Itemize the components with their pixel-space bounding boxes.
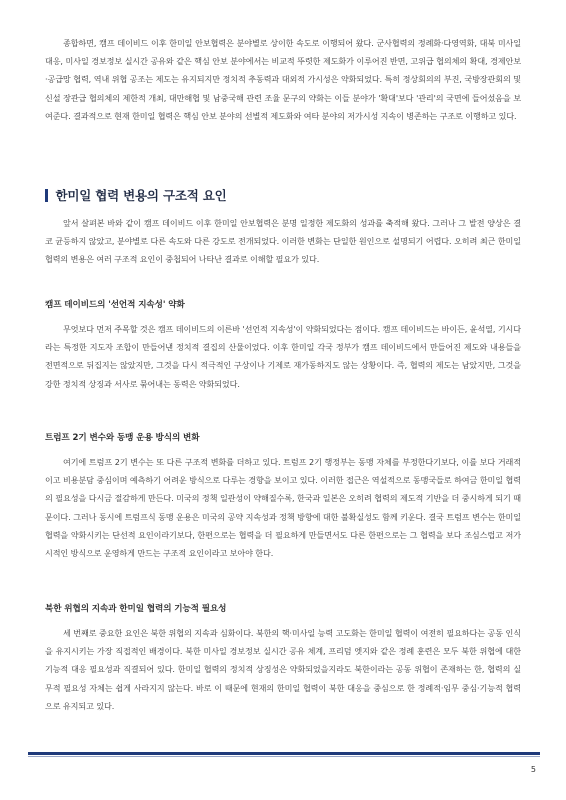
section-marker-bar [45, 189, 48, 202]
subsection-3 [45, 602, 521, 614]
intro-paragraph: 종합하면, 캠프 데이비드 이후 한미일 안보협력은 분야별로 상이한 속도로 이행되어 왔다. 군사협력의 정례화·다영역화, 대북 미사일 대응, 미사일 경보정보 실시간 공유와 같은 핵심 안보 분야에서는 비교적 뚜렷한 제도화가 이루어진 반면, 고위급 협의체의 확대, 경제안보·공급망 협력, 역내 위협 공조는 제도는 유지되지만 정치적 추동력과 대외적 가시성은 약화되었다. 특히 정상회의의 부진, 국방장관회의 및 신설 장관급 협의체의 제한적 개최, 대만해협 및 남중국해 관련 조율 문구의 약화는 이들 분야가 '확대'보다 '관리'의 국면에 들어섰음을 보여준다. 결과적으로 현재 한미일 협력은 핵심 안보 분야의 선별적 제도화와 여타 분야의 저가시성 지속이 병존하는 구조로 이행하고 있다. [45, 38, 521, 121]
subsection-3-body [45, 624, 521, 715]
subsection-2-body [45, 453, 521, 562]
subsection-2 [45, 431, 521, 443]
section-title: 한미일 협력 변용의 구조적 요인 [55, 188, 227, 203]
section-heading [45, 186, 521, 204]
footer-rule [28, 752, 540, 755]
subsection-1-body [45, 320, 521, 393]
section-intro [45, 214, 521, 269]
intro-section [45, 34, 521, 125]
subsection-paragraph: 여기에 트럼프 2기 변수는 또 다른 구조적 변화를 더하고 있다. 트럼프 2기 행정부는 동맹 자체를 부정한다기보다, 이를 보다 거래적이고 비용분담 중심이며 예측하기 어려운 방식으로 다루는 경향을 보이고 있다. 이러한 접근은 역설적으로 동맹국들로 하여금 한미일 협력의 필요성을 다시금 절감하게 만든다. 미국의 정책 일관성이 약해질수록, 한국과 일본은 오히려 협력의 제도적 기반을 더 중시하게 되기 때문이다. 그러나 동시에 트럼프식 동맹 운용은 미국의 공약 지속성과 정책 방향에 대한 불확실성도 함께 키운다. 결국 트럼프 변수는 한미일 협력을 약화시키는 단선적 요인이라기보다, 한편으로는 협력을 더 필요하게 만들면서도 다른 한편으로는 그 협력을 보다 조심스럽고 저가시적인 방식으로 운영하게 만드는 구조적 요인이라고 보아야 한다. [45, 457, 521, 559]
subsection-heading: 트럼프 2기 변수와 동맹 운용 방식의 변화 [45, 433, 200, 443]
footer-rule-thin [28, 756, 540, 757]
subsection-paragraph: 세 번째로 중요한 요인은 북한 위협의 지속과 심화이다. 북한의 핵·미사일 능력 고도화는 한미일 협력이 여전히 필요하다는 공동 인식을 유지시키는 가장 직접적인 배경이다. 북한 미사일 경보정보 실시간 공유 체계, 프리덤 엣지와 같은 정례 훈련은 모두 북한 위협에 대한 기능적 대응 필요성과 직결되어 있다. 한미일 협력의 정치적 상징성은 약화되었을지라도 북한이라는 공동 위협이 존재하는 한, 협력의 실무적 필요성 자체는 쉽게 사라지지 않는다. 바로 이 때문에 현재의 한미일 협력이 북한 대응을 중심으로 한 정례적·임무 중심·기능적 협력으로 유지되고 있다. [45, 628, 521, 711]
subsection-1 [45, 298, 521, 310]
subsection-heading: 캠프 데이비드의 '선언적 지속성' 약화 [45, 300, 185, 310]
section-paragraph: 앞서 살펴본 바와 같이 캠프 데이비드 이후 한미일 안보협력은 분명 일정한 제도화의 성과를 축적해 왔다. 그러나 그 발전 양상은 결코 균등하지 않았고, 분야별로 다른 속도와 다른 강도로 전개되었다. 이러한 변화는 단일한 원인으로 설명되기 어렵다. 오히려 최근 한미일 협력의 변용은 여러 구조적 요인이 중첩되어 나타난 결과로 이해할 필요가 있다. [45, 218, 521, 265]
page-number: 5 [530, 765, 536, 774]
subsection-paragraph: 무엇보다 먼저 주목할 것은 캠프 데이비드의 이른바 '선언적 지속성'이 약화되었다는 점이다. 캠프 데이비드는 바이든, 윤석열, 기시다라는 특정한 지도자 조합이 만들어낸 정치적 결집의 산물이었다. 이후 한미일 각국 정부가 캠프 데이비드에서 만들어진 제도와 내용들을 전면적으로 뒤집지는 않았지만, 그것을 다시 적극적인 구상이나 기제로 재가동하지도 않는 상황이다. 즉, 협력의 제도는 남았지만, 그것을 강한 정치적 상징과 서사로 묶어내는 동력은 약화되었다. [45, 324, 521, 389]
subsection-heading: 북한 위협의 지속과 한미일 협력의 기능적 필요성 [45, 604, 227, 614]
